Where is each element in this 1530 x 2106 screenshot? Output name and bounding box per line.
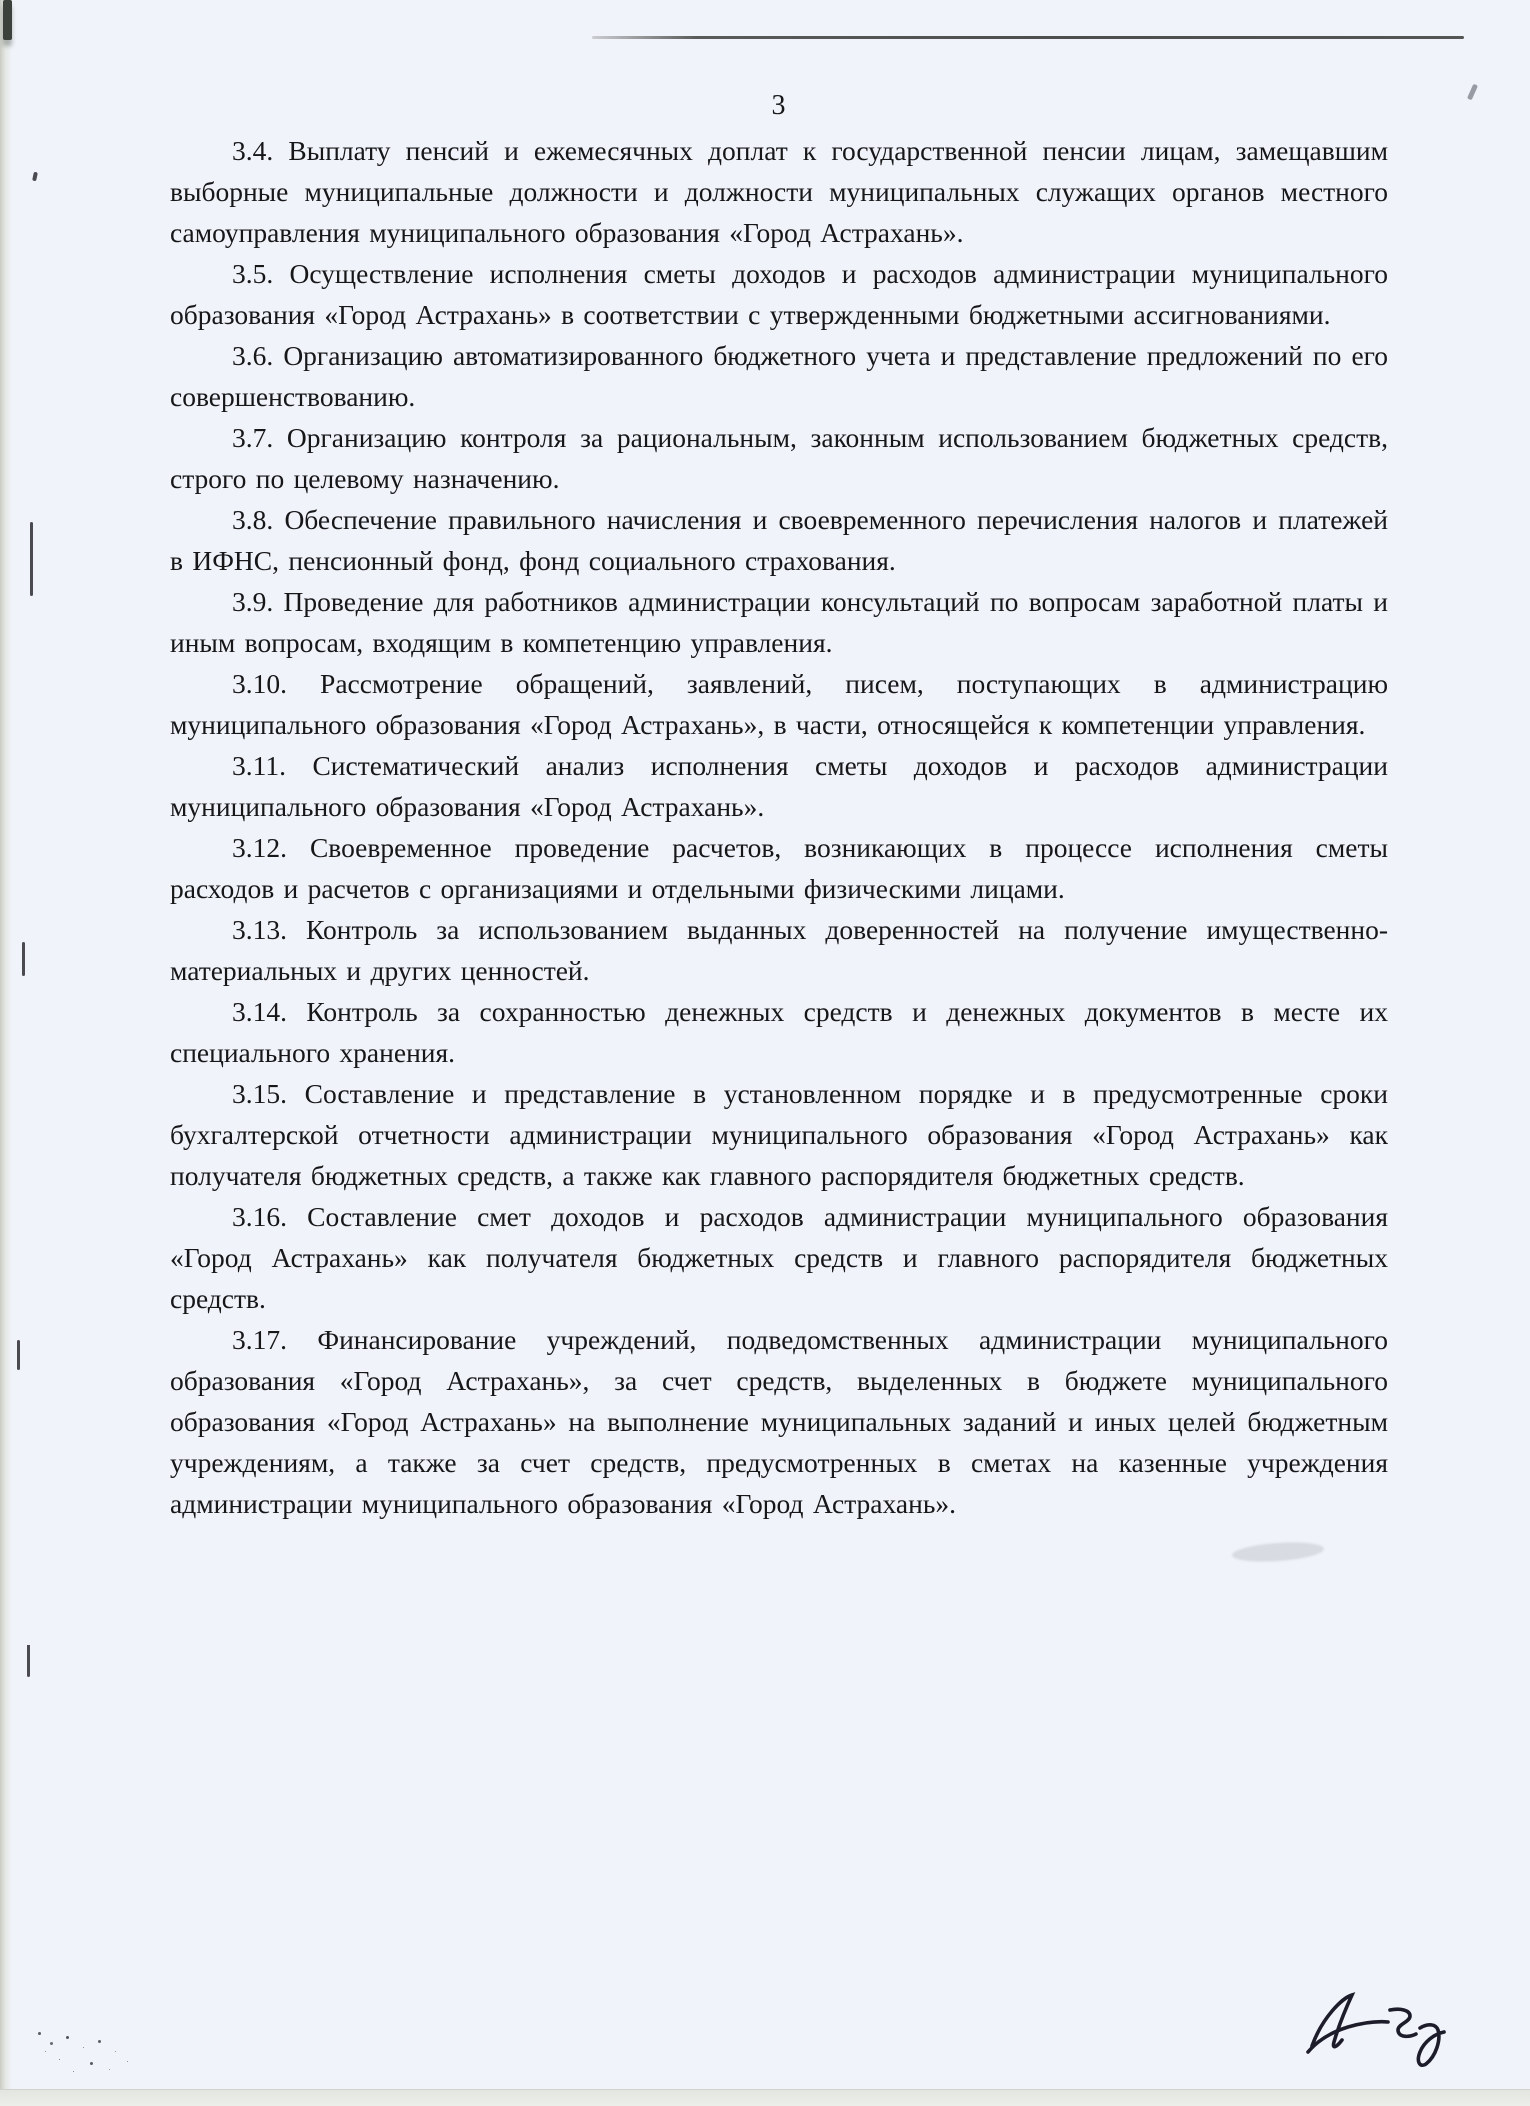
- document-paragraph: 3.13. Контроль за использованием выданных доверенностей на получение имущественно-материальных и других ценностей.: [170, 914, 1388, 986]
- document-paragraph: 3.10. Рассмотрение обращений, заявлений, писем, поступающих в администрацию муниципального образования «Город Астрахань», в части, относящейся к компетенции управления.: [170, 668, 1388, 740]
- document-paragraph: 3.6. Организацию автоматизированного бюджетного учета и представление предложений по его совершенствованию.: [170, 340, 1388, 412]
- document-paragraph: 3.16. Составление смет доходов и расходов администрации муниципального образования «Город Астрахань» как получателя бюджетных средств и главного распорядителя бюджетных средств.: [170, 1201, 1388, 1314]
- margin-mark: [17, 1340, 20, 1370]
- page-bottom-edge: [0, 2089, 1530, 2106]
- handwritten-signature-icon: [1298, 1982, 1468, 2078]
- document-paragraph: 3.14. Контроль за сохранностью денежных средств и денежных документов в месте их специального хранения.: [170, 996, 1388, 1068]
- smudge-mark: [1231, 1540, 1324, 1564]
- top-rule: [592, 36, 1464, 39]
- document-body: [170, 130, 1388, 1524]
- document-paragraph: 3.7. Организацию контроля за рациональным, законным использованием бюджетных средств, строго по целевому назначению.: [170, 422, 1388, 494]
- ink-fleck: [1467, 84, 1478, 101]
- ink-speckles: [38, 2032, 41, 2035]
- document-paragraph: 3.8. Обеспечение правильного начисления и своевременного перечисления налогов и платежей в ИФНС, пенсионный фонд, фонд социального страхования.: [170, 504, 1388, 576]
- document-paragraph: 3.17. Финансирование учреждений, подведомственных администрации муниципального образования «Город Астрахань», за счет средств, выделенных в бюджете муниципального образования «Город Астрахань» на выполнение муниципальных заданий и иных целей бюджетным учреждениям, а также за счет средств, предусмотренных в сметах на казенные учреждения администрации муниципального образования «Город Астрахань».: [170, 1324, 1388, 1519]
- margin-mark: [30, 522, 33, 596]
- scanner-corner-mark: [3, 0, 12, 40]
- document-paragraph: 3.9. Проведение для работников администрации консультаций по вопросам заработной платы и иным вопросам, входящим в компетенцию управления.: [170, 586, 1388, 658]
- document-paragraph: 3.11. Систематический анализ исполнения сметы доходов и расходов администрации муниципального образования «Город Астрахань».: [170, 750, 1388, 822]
- document-paragraph: 3.5. Осуществление исполнения сметы доходов и расходов администрации муниципального образования «Город Астрахань» в соответствии с утвержденными бюджетными ассигнованиями.: [170, 258, 1388, 330]
- margin-mark: [27, 1645, 30, 1677]
- document-paragraph: 3.12. Своевременное проведение расчетов, возникающих в процессе исполнения сметы расходов и расчетов с организациями и отдельными физическими лицами.: [170, 832, 1388, 904]
- page-left-edge: [0, 0, 12, 2106]
- margin-mark: [22, 942, 25, 976]
- page-number: 3: [771, 90, 787, 121]
- document-paragraph: 3.4. Выплату пенсий и ежемесячных доплат к государственной пенсии лицам, замещавшим выборные муниципальные должности и должности муниципальных служащих органов местного самоуправления муниципального образования «Город Астрахань».: [170, 135, 1388, 248]
- margin-mark: [32, 172, 38, 182]
- document-paragraph: 3.15. Составление и представление в установленном порядке и в предусмотренные сроки бухгалтерской отчетности администрации муниципального образования «Город Астрахань» как получателя бюджетных средств, а также как главного распорядителя бюджетных средств.: [170, 1078, 1388, 1191]
